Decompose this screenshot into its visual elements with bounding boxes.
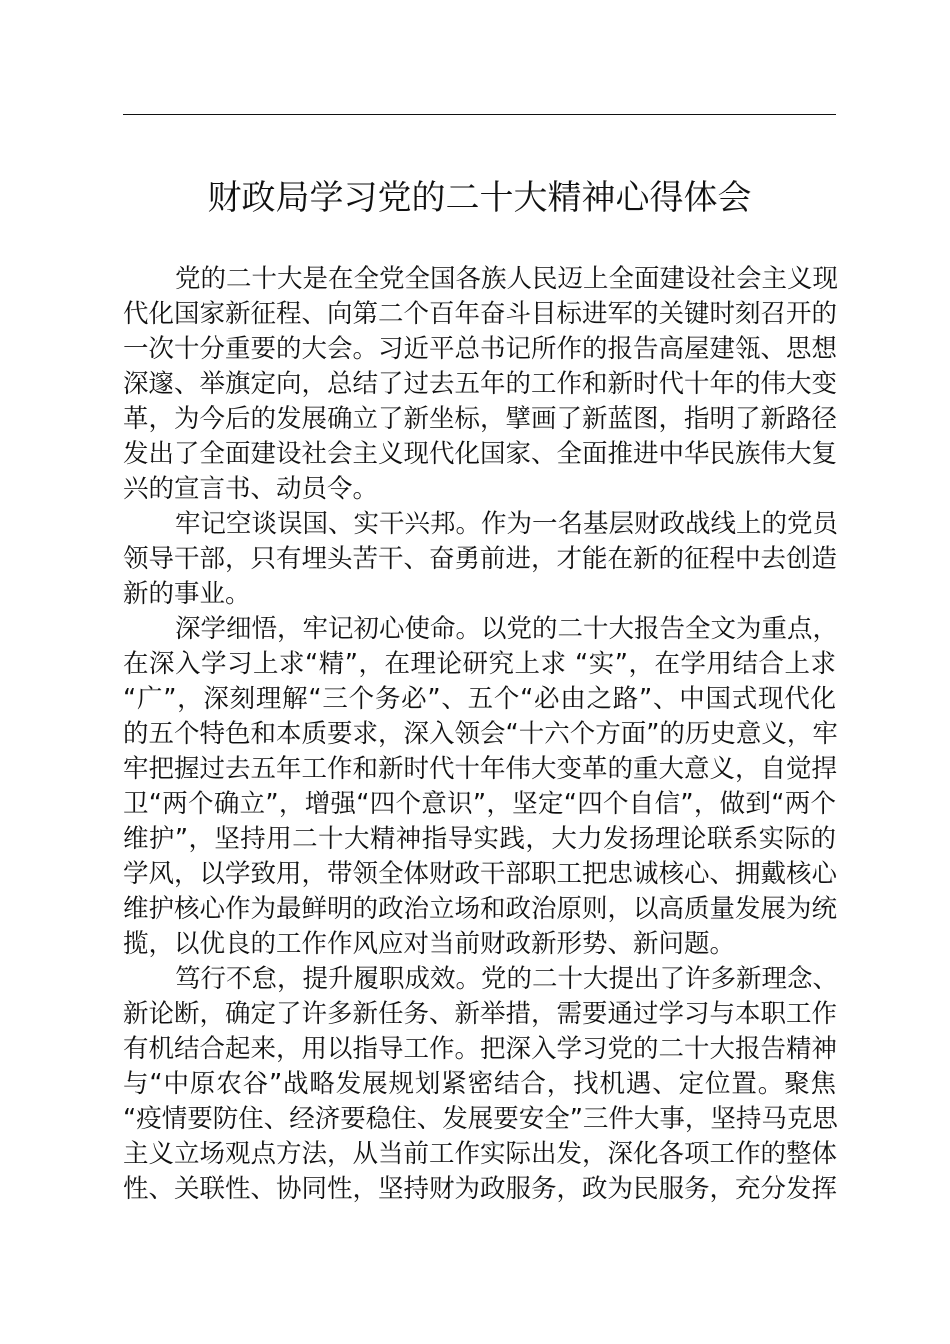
text-line: 卫“两个确立”，增强“四个意识”，坚定“四个自信”，做到“两个 xyxy=(123,789,836,819)
text-line: 新论断，确定了许多新任务、新举措，需要通过学习与本职工作 xyxy=(123,999,838,1029)
text-line: 性、关联性、协同性，坚持财为政服务，政为民服务，充分发挥 xyxy=(123,1174,838,1204)
text-line: 新的事业。 xyxy=(123,579,251,609)
paragraph xyxy=(123,612,839,962)
text-line: “疫情要防住、经济要稳住、发展要安全”三件大事，坚持马克思 xyxy=(123,1104,838,1134)
text-line: 一次十分重要的大会。习近平总书记所作的报告高屋建瓴、思想 xyxy=(123,334,838,364)
text-line: 维护核心作为最鲜明的政治立场和政治原则，以高质量发展为统 xyxy=(123,894,838,924)
text-line: 与“中原农谷”战略发展规划紧密结合，找机遇、定位置。聚焦 xyxy=(123,1069,836,1099)
document-body xyxy=(123,262,839,1207)
text-line: 发出了全面建设社会主义现代化国家、全面推进中华民族伟大复 xyxy=(123,439,838,469)
text-line: 的五个特色和本质要求，深入领会“十六个方面”的历史意义，牢 xyxy=(123,719,838,749)
text-line: 牢把握过去五年工作和新时代十年伟大变革的重大意义，自觉捍 xyxy=(123,754,838,784)
text-line: 深邃、举旗定向，总结了过去五年的工作和新时代十年的伟大变 xyxy=(123,369,838,399)
text-line: 笃行不怠，提升履职成效。党的二十大提出了许多新理念、 xyxy=(175,964,839,994)
text-line: 深学细悟，牢记初心使命。以党的二十大报告全文为重点， xyxy=(175,614,839,644)
text-line: 兴的宣言书、动员令。 xyxy=(123,474,379,504)
paragraph xyxy=(123,962,839,1207)
text-line: 代化国家新征程、向第二个百年奋斗目标进军的关键时刻召开的 xyxy=(123,299,838,329)
header-rule xyxy=(123,114,836,115)
text-line: 维护”，坚持用二十大精神指导实践，大力发扬理论联系实际的 xyxy=(123,824,836,854)
paragraph xyxy=(123,262,839,507)
text-line: 主义立场观点方法，从当前工作实际出发，深化各项工作的整体 xyxy=(123,1139,838,1169)
text-line: “广”，深刻理解“三个务必”、五个“必由之路”、中国式现代化 xyxy=(123,684,836,714)
text-line: 有机结合起来，用以指导工作。把深入学习党的二十大报告精神 xyxy=(123,1034,838,1064)
paragraph xyxy=(123,507,839,612)
text-line: 革，为今后的发展确立了新坐标，擘画了新蓝图，指明了新路径 xyxy=(123,404,838,434)
text-line: 领导干部，只有埋头苦干、奋勇前进，才能在新的征程中去创造 xyxy=(123,544,838,574)
document-title: 财政局学习党的二十大精神心得体会 xyxy=(207,178,752,218)
text-line: 学风，以学致用，带领全体财政干部职工把忠诚核心、拥戴核心 xyxy=(123,859,838,889)
text-line: 揽，以优良的工作作风应对当前财政新形势、新问题。 xyxy=(123,929,736,959)
text-line: 党的二十大是在全党全国各族人民迈上全面建设社会主义现 xyxy=(175,264,839,294)
text-line: 牢记空谈误国、实干兴邦。作为一名基层财政战线上的党员 xyxy=(175,509,839,539)
text-line: 在深入学习上求“精”，在理论研究上求 “实”，在学用结合上求 xyxy=(123,649,836,679)
